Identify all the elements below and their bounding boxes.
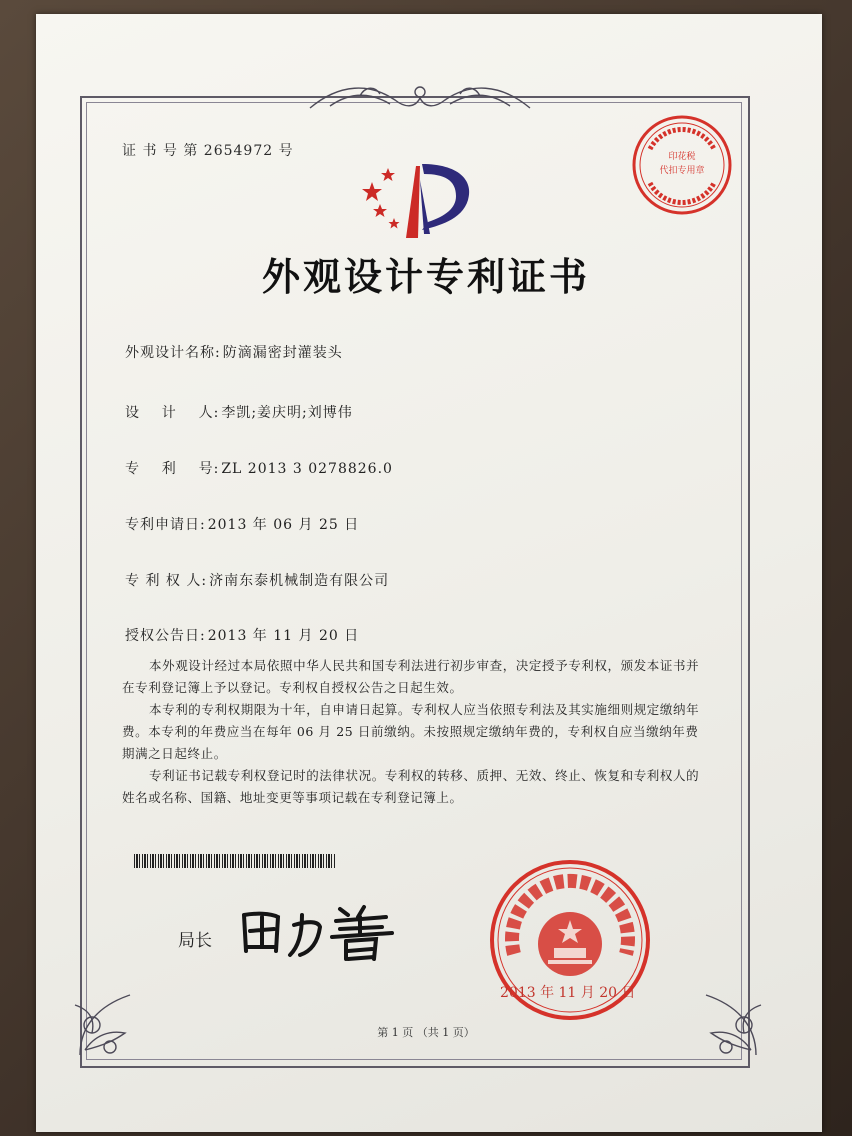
barcode [134,854,336,868]
certificate-number: 证 书 号 第 2654972 号 [122,143,294,159]
field-value: ZL 2013 3 0278826.0 [221,461,393,477]
field-value: 2013 年 06 月 25 日 [207,517,360,533]
certificate-title: 外观设计专利证书 [261,255,590,299]
bottom-left-ornament [70,975,160,1065]
bottom-right-ornament [676,975,766,1065]
application-date-field [125,514,359,534]
top-ornament [300,78,540,118]
field-label: 专 利 号: [125,461,220,477]
certificate-body [122,655,706,809]
grant-date-field [125,625,359,645]
patentee-field [125,570,389,590]
body-paragraph: 专利证书记载专利权登记时的法律状况。专利权的转移、质押、无效、终止、恢复和专利权人的姓名或名称、国籍、地址变更等事项记载在专利登记簿上。 [122,768,700,805]
svg-text:代扣专用章: 代扣专用章 [659,166,705,176]
field-label: 专 利 权 人: [125,573,208,589]
field-value: 防滴漏密封灌装头 [222,345,343,361]
field-label: 专利申请日: [125,517,206,533]
director-signature [236,895,406,965]
patent-number-field [125,458,393,478]
body-paragraph: 本外观设计经过本局依照中华人民共和国专利法进行初步审查，决定授予专利权，颁发本证书并在专利登记簿上予以登记。专利权自授权公告之日起生效。 [122,658,700,695]
field-label: 设 计 人: [125,405,220,421]
field-value: 济南东泰机械制造有限公司 [209,573,390,589]
seal-date: 2013 年 11 月 20 日 [500,985,636,1001]
director-label: 局长 [178,931,212,951]
svg-text:印花税: 印花税 [668,152,696,162]
stamp-duty-seal [630,113,734,217]
patent-office-logo [358,160,478,242]
field-value: 2013 年 11 月 20 日 [207,628,360,644]
design-name-field [125,342,343,362]
designer-field [125,402,353,422]
body-paragraph: 本专利的专利权期限为十年，自申请日起算。专利权人应当依照专利法及其实施细则规定缴纳年费。本专利的年费应当在每年 06 月 25 日前缴纳。未按照规定缴纳年费的，专利权自应当缴纳年费期满之日起终止。 [122,702,700,761]
field-label: 外观设计名称: [125,345,221,361]
page-number: 第 1 页 （共 1 页） [377,1026,475,1039]
field-value: 李凯;姜庆明;刘博伟 [221,405,353,421]
field-label: 授权公告日: [125,628,206,644]
